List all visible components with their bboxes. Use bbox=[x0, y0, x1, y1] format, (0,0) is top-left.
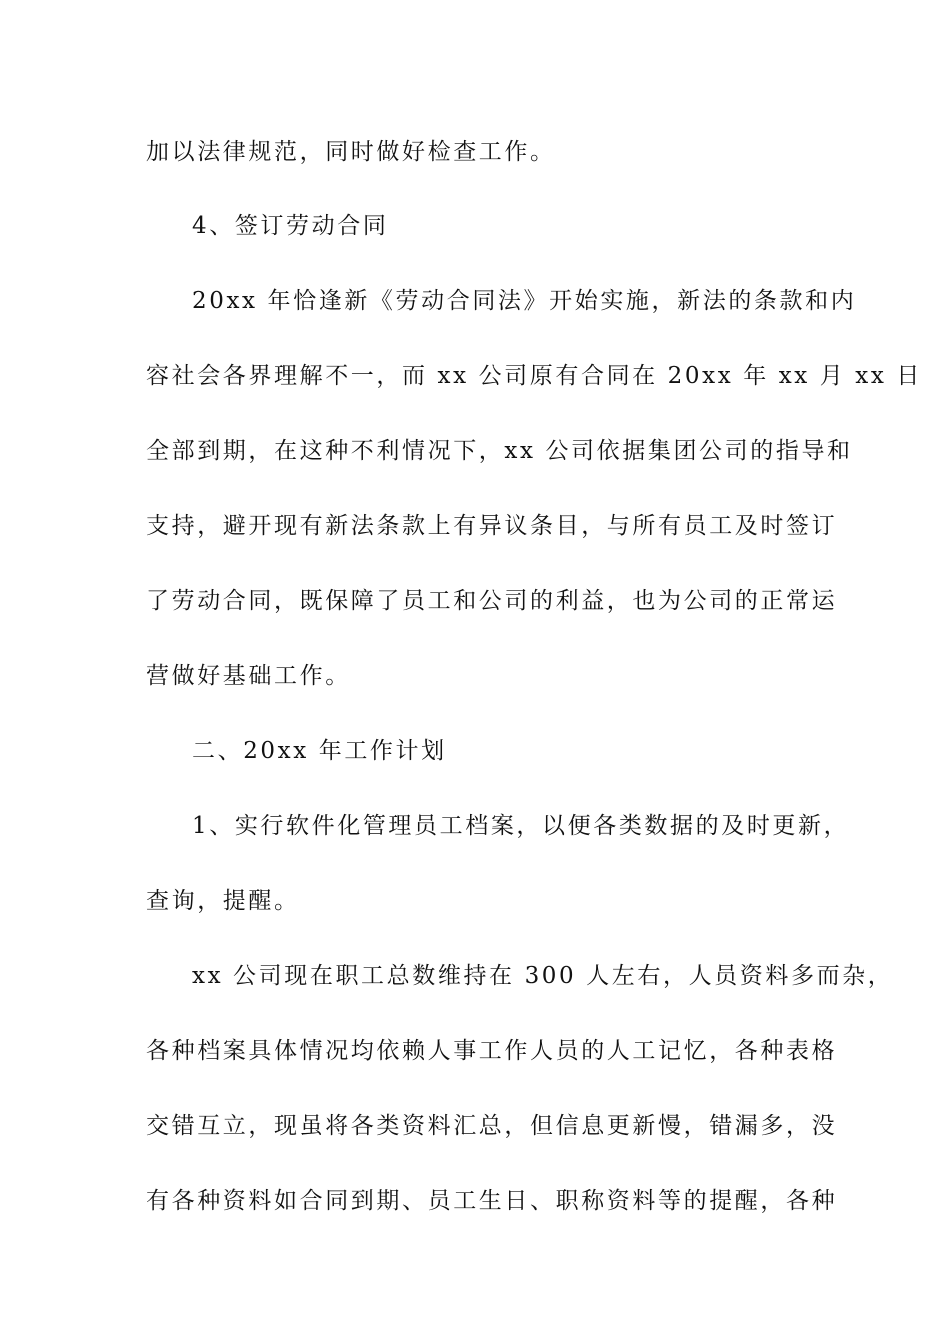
paragraph-line: 各种档案具体情况均依赖人事工作人员的人工记忆，各种表格 bbox=[146, 1038, 838, 1064]
paragraph-line: 20xx 年恰逢新《劳动合同法》开始实施，新法的条款和内 bbox=[192, 288, 857, 314]
paragraph-line: 有各种资料如合同到期、员工生日、职称资料等的提醒，各种 bbox=[146, 1188, 838, 1214]
subheading-line: 1、实行软件化管理员工档案，以便各类数据的及时更新， bbox=[192, 813, 850, 839]
paragraph-line: 支持，避开现有新法条款上有异议条目，与所有员工及时签订 bbox=[146, 513, 838, 539]
section-heading-work-plan: 二、20xx 年工作计划 bbox=[192, 738, 447, 764]
text-line-continuation: 加以法律规范，同时做好检查工作。 bbox=[146, 139, 556, 165]
paragraph-line: xx 公司现在职工总数维持在 300 人左右，人员资料多而杂， bbox=[192, 963, 894, 989]
subheading-line: 查询，提醒。 bbox=[146, 888, 300, 914]
paragraph-line: 营做好基础工作。 bbox=[146, 663, 351, 689]
paragraph-line: 交错互立，现虽将各类资料汇总，但信息更新慢，错漏多，没 bbox=[146, 1113, 838, 1139]
paragraph-line: 了劳动合同，既保障了员工和公司的利益，也为公司的正常运 bbox=[146, 588, 838, 614]
section-heading-labor-contract: 4、签订劳动合同 bbox=[192, 213, 389, 239]
paragraph-line: 全部到期，在这种不利情况下，xx 公司依据集团公司的指导和 bbox=[146, 438, 853, 464]
paragraph-line: 容社会各界理解不一，而 xx 公司原有合同在 20xx 年 xx 月 xx 日 bbox=[146, 363, 922, 389]
